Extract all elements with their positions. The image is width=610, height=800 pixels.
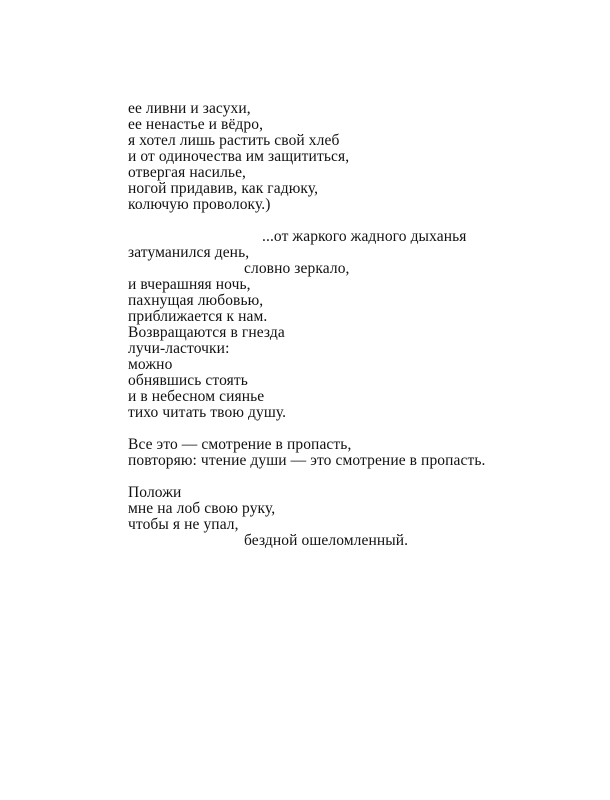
poem-line: ...от жаркого жадного дыханья xyxy=(262,228,467,245)
poem-line: отвергая насилье, xyxy=(128,164,247,181)
stanza-4 xyxy=(128,485,588,549)
poem-line: можно xyxy=(128,356,173,373)
stanza-2 xyxy=(128,229,588,421)
poem-line: повторяю: чтение души — это смотрение в пропасть. xyxy=(128,452,486,469)
stanza-gap xyxy=(128,213,588,229)
poem-line: Положи xyxy=(128,484,182,501)
poem-text xyxy=(128,101,588,549)
poem-line: тихо читать твою душу. xyxy=(128,404,287,421)
stanza-1 xyxy=(128,101,588,213)
poem-line: пахнущая любовью, xyxy=(128,292,264,309)
poem-line: приближается к нам. xyxy=(128,308,268,325)
poem-line: Возвращаются в гнезда xyxy=(128,324,285,341)
poem-line: ногой придавив, как гадюку, xyxy=(128,180,319,197)
poem-line: и вчерашняя ночь, xyxy=(128,276,251,293)
poem-line: я хотел лишь растить свой хлеб xyxy=(128,132,340,149)
poem-line: чтобы я не упал, xyxy=(128,516,239,533)
poem-line: словно зеркало, xyxy=(244,260,350,277)
poem-line: бездной ошеломленный. xyxy=(244,532,409,549)
poem-line: ее ненастье и вёдро, xyxy=(128,116,264,133)
stanza-3 xyxy=(128,437,588,469)
poem-line: обнявшись стоять xyxy=(128,372,248,389)
stanza-gap xyxy=(128,469,588,485)
poem-line: лучи-ласточки: xyxy=(128,340,230,357)
stanza-gap xyxy=(128,421,588,437)
poem-line: и от одиночества им защититься, xyxy=(128,148,350,165)
poem-line: Все это — смотрение в пропасть, xyxy=(128,436,352,453)
poem-line: колючую проволоку.) xyxy=(128,196,271,213)
poem-line: ее ливни и засухи, xyxy=(128,100,251,117)
poem-line: мне на лоб свою руку, xyxy=(128,500,276,517)
poem-line: и в небесном сиянье xyxy=(128,388,265,405)
poem-line: затуманился день, xyxy=(128,244,250,261)
